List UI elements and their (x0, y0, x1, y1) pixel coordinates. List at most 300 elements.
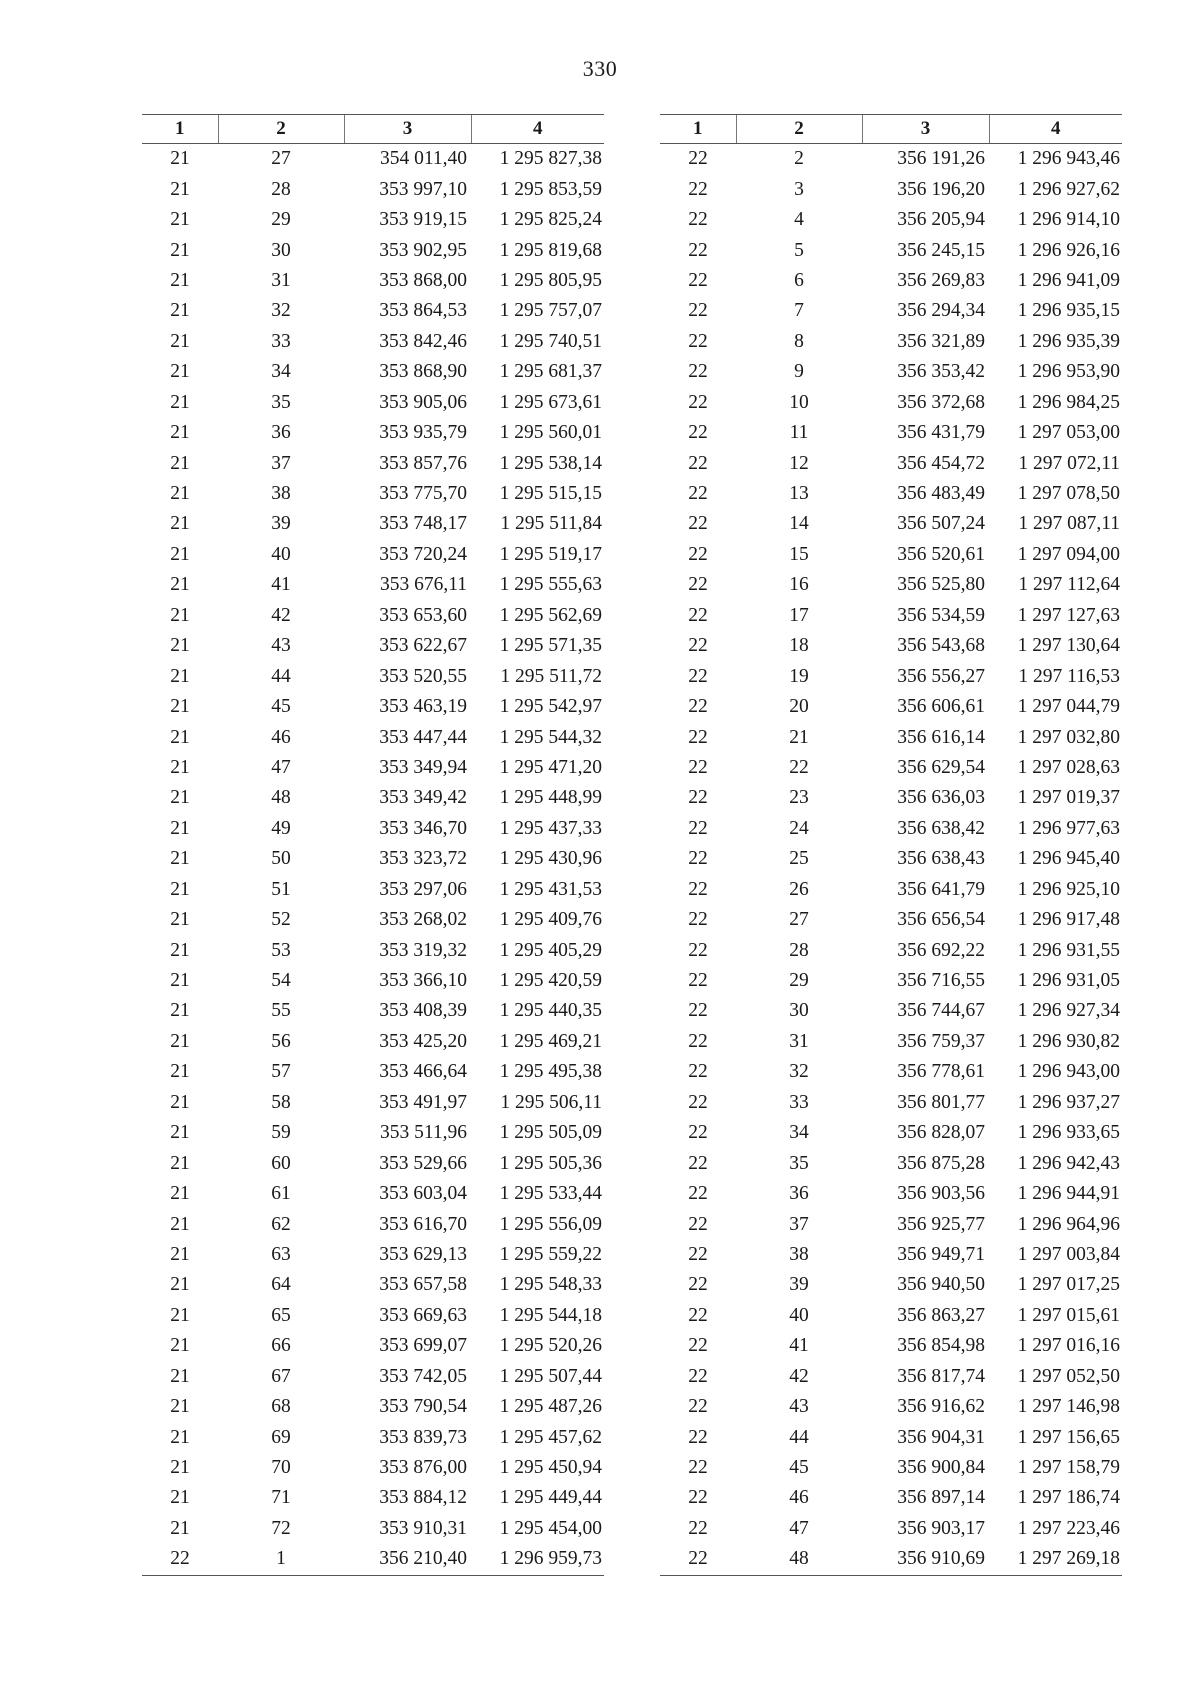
cell-col-4: 1 297 017,25 (1017, 1274, 1120, 1296)
cell-col-1: 22 (688, 513, 708, 535)
cell-col-1: 22 (142, 1544, 218, 1575)
cell-col-2: 35 (789, 1152, 809, 1174)
cell-col-4: 1 297 094,00 (1017, 543, 1120, 565)
cell-col-1: 21 (170, 422, 190, 444)
table-row (142, 205, 604, 235)
cell-col-2: 8 (794, 330, 804, 352)
table-row (142, 327, 604, 357)
cell-col-4: 1 295 562,69 (499, 604, 602, 626)
table-row (660, 722, 1122, 752)
cell-col-4: 1 296 953,90 (1017, 361, 1120, 383)
cell-col-4: 1 295 827,38 (499, 148, 602, 170)
cell-col-1: 22 (688, 1152, 708, 1174)
cell-col-1: 22 (688, 330, 708, 352)
table-row (142, 1148, 604, 1178)
cell-col-1: 22 (688, 1396, 708, 1418)
cell-col-1: 21 (170, 970, 190, 992)
cell-col-1: 21 (170, 483, 190, 505)
cell-col-4: 1 296 944,91 (1017, 1183, 1120, 1205)
cell-col-4: 1 296 941,09 (1017, 269, 1120, 291)
table-row (660, 753, 1122, 783)
cell-col-1: 21 (170, 665, 190, 687)
cell-col-4: 1 297 078,50 (1017, 483, 1120, 505)
table-row (142, 418, 604, 448)
table-header-row (660, 115, 1122, 144)
cell-col-3: 353 790,54 (379, 1396, 467, 1418)
table-row (142, 1392, 604, 1422)
cell-col-1: 21 (170, 513, 190, 535)
cell-col-1: 22 (688, 1457, 708, 1479)
cell-col-1: 21 (170, 604, 190, 626)
cell-col-3: 353 910,31 (379, 1517, 467, 1539)
table-row (142, 1422, 604, 1452)
table-row (660, 996, 1122, 1026)
cell-col-2: 44 (271, 665, 291, 687)
cell-col-4: 1 295 825,24 (499, 209, 602, 231)
cell-col-1: 22 (688, 1122, 708, 1144)
cell-col-1: 22 (688, 1426, 708, 1448)
cell-col-1: 22 (688, 1487, 708, 1509)
cell-col-4: 1 297 146,98 (1017, 1396, 1120, 1418)
table-row (142, 1301, 604, 1331)
cell-col-1: 21 (170, 909, 190, 931)
cell-col-1: 21 (170, 1304, 190, 1326)
cell-col-4: 1 296 931,05 (1017, 970, 1120, 992)
cell-col-2: 35 (271, 391, 291, 413)
cell-col-4: 1 297 156,65 (1017, 1426, 1120, 1448)
cell-col-3: 353 864,53 (379, 300, 467, 322)
cell-col-4: 1 295 469,21 (499, 1030, 602, 1052)
table-row (142, 1270, 604, 1300)
cell-col-2: 69 (271, 1426, 291, 1448)
cell-col-3: 356 692,22 (897, 939, 985, 961)
table-row (660, 1209, 1122, 1239)
cell-col-3: 356 245,15 (897, 239, 985, 261)
table-row (660, 1027, 1122, 1057)
cell-col-4: 1 297 053,00 (1017, 422, 1120, 444)
cell-col-4: 1 295 448,99 (499, 787, 602, 809)
table-row (142, 1088, 604, 1118)
table-row (660, 570, 1122, 600)
cell-col-2: 39 (789, 1274, 809, 1296)
cell-col-3: 353 653,60 (379, 604, 467, 626)
table-row (660, 1179, 1122, 1209)
cell-col-1: 22 (688, 909, 708, 931)
cell-col-4: 1 295 515,15 (499, 483, 602, 505)
cell-col-2: 50 (271, 848, 291, 870)
cell-col-3: 353 657,58 (379, 1274, 467, 1296)
cell-col-3: 356 875,28 (897, 1152, 985, 1174)
cell-col-4: 1 296 925,10 (1017, 878, 1120, 900)
cell-col-1: 22 (688, 848, 708, 870)
column-header-2: 2 (736, 115, 862, 144)
column-header-3: 3 (344, 115, 471, 144)
cell-col-3: 353 720,24 (379, 543, 467, 565)
table-row (142, 631, 604, 661)
cell-col-4: 1 297 015,61 (1017, 1304, 1120, 1326)
cell-col-2: 42 (271, 604, 291, 626)
table-row (142, 1453, 604, 1483)
cell-col-1: 22 (688, 1061, 708, 1083)
cell-col-3: 353 742,05 (379, 1365, 467, 1387)
table-row (660, 1057, 1122, 1087)
cell-col-2: 63 (271, 1243, 291, 1265)
table-row (660, 327, 1122, 357)
table-row (660, 448, 1122, 478)
cell-col-1: 21 (170, 939, 190, 961)
table-row (660, 357, 1122, 387)
cell-col-4: 1 297 032,80 (1017, 726, 1120, 748)
table-row (660, 692, 1122, 722)
cell-col-2: 52 (271, 909, 291, 931)
table-row (142, 722, 604, 752)
cell-col-1: 21 (170, 1152, 190, 1174)
cell-col-3: 356 900,84 (897, 1457, 985, 1479)
cell-col-4: 1 295 560,01 (499, 422, 602, 444)
table-row (660, 1544, 1122, 1575)
cell-col-1: 22 (688, 635, 708, 657)
cell-col-3: 353 699,07 (379, 1335, 467, 1357)
cell-col-3: 356 638,42 (897, 817, 985, 839)
cell-col-3: 356 269,83 (897, 269, 985, 291)
cell-col-1: 21 (170, 848, 190, 870)
cell-col-1: 22 (688, 1213, 708, 1235)
cell-col-1: 22 (688, 574, 708, 596)
cell-col-2: 5 (794, 239, 804, 261)
cell-col-3: 353 268,02 (379, 909, 467, 931)
cell-col-4: 1 297 044,79 (1017, 696, 1120, 718)
table-row (142, 966, 604, 996)
cell-col-1: 21 (170, 1030, 190, 1052)
table-row (142, 174, 604, 204)
cell-col-4: 1 295 805,95 (499, 269, 602, 291)
cell-col-2: 57 (271, 1061, 291, 1083)
cell-col-1: 21 (170, 1000, 190, 1022)
cell-col-1: 21 (170, 787, 190, 809)
table-row (142, 1544, 604, 1575)
table-row (142, 448, 604, 478)
cell-col-2: 37 (271, 452, 291, 474)
cell-col-3: 356 940,50 (897, 1274, 985, 1296)
cell-col-1: 22 (688, 422, 708, 444)
cell-col-3: 356 321,89 (897, 330, 985, 352)
cell-col-1: 21 (170, 1396, 190, 1418)
cell-col-2: 62 (271, 1213, 291, 1235)
cell-col-2: 27 (271, 148, 291, 170)
cell-col-4: 1 297 269,18 (989, 1544, 1122, 1575)
cell-col-3: 353 935,79 (379, 422, 467, 444)
cell-col-3: 356 910,69 (862, 1544, 989, 1575)
cell-col-3: 353 748,17 (379, 513, 467, 535)
cell-col-1: 21 (170, 726, 190, 748)
cell-col-3: 353 408,39 (379, 1000, 467, 1022)
table-row (660, 1088, 1122, 1118)
cell-col-1: 22 (688, 452, 708, 474)
cell-col-4: 1 295 430,96 (499, 848, 602, 870)
cell-col-3: 353 616,70 (379, 1213, 467, 1235)
cell-col-1: 21 (170, 1091, 190, 1113)
table-row (142, 1027, 604, 1057)
table-row (660, 1422, 1122, 1452)
table-row (660, 144, 1122, 175)
table-row (660, 235, 1122, 265)
cell-col-4: 1 295 505,36 (499, 1152, 602, 1174)
table-row (142, 783, 604, 813)
cell-col-2: 30 (789, 1000, 809, 1022)
coordinates-table-left (142, 114, 604, 1576)
cell-col-2: 65 (271, 1304, 291, 1326)
table-row (660, 418, 1122, 448)
cell-col-3: 356 925,77 (897, 1213, 985, 1235)
cell-col-3: 353 775,70 (379, 483, 467, 505)
cell-col-1: 21 (170, 148, 190, 170)
table-row (142, 357, 604, 387)
cell-col-2: 67 (271, 1365, 291, 1387)
cell-col-1: 22 (688, 665, 708, 687)
cell-col-2: 15 (789, 543, 809, 565)
cell-col-3: 356 353,42 (897, 361, 985, 383)
table-row (142, 1483, 604, 1513)
cell-col-3: 356 828,07 (897, 1122, 985, 1144)
cell-col-2: 41 (789, 1335, 809, 1357)
cell-col-3: 356 916,62 (897, 1396, 985, 1418)
cell-col-3: 356 638,43 (897, 848, 985, 870)
column-header-1: 1 (142, 115, 218, 144)
cell-col-1: 22 (688, 1304, 708, 1326)
cell-col-4: 1 296 926,16 (1017, 239, 1120, 261)
page-number: 330 (582, 56, 618, 81)
table-row (142, 753, 604, 783)
cell-col-3: 353 520,55 (379, 665, 467, 687)
cell-col-2: 20 (789, 696, 809, 718)
cell-col-1: 22 (688, 1000, 708, 1022)
cell-col-3: 353 884,12 (379, 1487, 467, 1509)
cell-col-3: 354 011,40 (379, 148, 467, 170)
table-row (660, 935, 1122, 965)
cell-col-2: 38 (789, 1243, 809, 1265)
cell-col-4: 1 295 556,09 (499, 1213, 602, 1235)
cell-col-4: 1 295 544,32 (499, 726, 602, 748)
cell-col-4: 1 296 942,43 (1017, 1152, 1120, 1174)
cell-col-4: 1 296 984,25 (1017, 391, 1120, 413)
cell-col-1: 21 (170, 1243, 190, 1265)
cell-col-2: 17 (789, 604, 809, 626)
cell-col-3: 353 366,10 (379, 970, 467, 992)
cell-col-2: 25 (789, 848, 809, 870)
cell-col-4: 1 295 457,62 (499, 1426, 602, 1448)
cell-col-2: 16 (789, 574, 809, 596)
cell-col-2: 42 (789, 1365, 809, 1387)
cell-col-2: 56 (271, 1030, 291, 1052)
cell-col-1: 21 (170, 300, 190, 322)
table-row (660, 205, 1122, 235)
cell-col-1: 21 (170, 330, 190, 352)
cell-col-4: 1 295 520,26 (499, 1335, 602, 1357)
cell-col-4: 1 297 016,16 (1017, 1335, 1120, 1357)
cell-col-3: 353 447,44 (379, 726, 467, 748)
cell-col-2: 55 (271, 1000, 291, 1022)
cell-col-4: 1 295 757,07 (499, 300, 602, 322)
cell-col-3: 356 854,98 (897, 1335, 985, 1357)
cell-col-1: 21 (170, 1061, 190, 1083)
table-row (142, 1057, 604, 1087)
cell-col-4: 1 296 977,63 (1017, 817, 1120, 839)
cell-col-2: 28 (789, 939, 809, 961)
cell-col-4: 1 295 511,84 (500, 513, 602, 535)
cell-col-4: 1 295 506,11 (500, 1091, 602, 1113)
table-row (660, 1392, 1122, 1422)
table-row (142, 1209, 604, 1239)
table-row (142, 235, 604, 265)
cell-col-4: 1 296 914,10 (1017, 209, 1120, 231)
cell-col-1: 22 (688, 1183, 708, 1205)
cell-col-4: 1 297 158,79 (1017, 1457, 1120, 1479)
cell-col-1: 21 (170, 391, 190, 413)
cell-col-3: 353 857,76 (379, 452, 467, 474)
cell-col-4: 1 295 673,61 (499, 391, 602, 413)
cell-col-3: 353 676,11 (379, 574, 467, 596)
cell-col-2: 18 (789, 635, 809, 657)
cell-col-1: 22 (688, 787, 708, 809)
cell-col-3: 353 323,72 (379, 848, 467, 870)
cell-col-3: 353 349,94 (379, 756, 467, 778)
cell-col-3: 353 466,64 (379, 1061, 467, 1083)
cell-col-2: 54 (271, 970, 291, 992)
cell-col-2: 21 (789, 726, 809, 748)
cell-col-1: 21 (170, 635, 190, 657)
cell-col-1: 22 (688, 970, 708, 992)
cell-col-4: 1 297 186,74 (1017, 1487, 1120, 1509)
cell-col-2: 46 (271, 726, 291, 748)
cell-col-4: 1 295 495,38 (499, 1061, 602, 1083)
cell-col-1: 22 (688, 1335, 708, 1357)
cell-col-3: 356 534,59 (897, 604, 985, 626)
cell-col-4: 1 297 072,11 (1018, 452, 1120, 474)
cell-col-2: 72 (271, 1517, 291, 1539)
cell-col-4: 1 295 437,33 (499, 817, 602, 839)
cell-col-1: 22 (688, 756, 708, 778)
cell-col-1: 21 (170, 1183, 190, 1205)
cell-col-2: 68 (271, 1396, 291, 1418)
cell-col-4: 1 295 471,20 (499, 756, 602, 778)
table-row (142, 601, 604, 631)
table-row (142, 814, 604, 844)
cell-col-4: 1 295 544,18 (499, 1304, 602, 1326)
cell-col-1: 22 (688, 726, 708, 748)
table-row (142, 388, 604, 418)
table-row (660, 1331, 1122, 1361)
table-row (142, 570, 604, 600)
cell-col-2: 22 (789, 756, 809, 778)
cell-col-2: 66 (271, 1335, 291, 1357)
cell-col-3: 356 556,27 (897, 665, 985, 687)
table-row (660, 1301, 1122, 1331)
cell-col-4: 1 296 937,27 (1017, 1091, 1120, 1113)
cell-col-2: 31 (271, 269, 291, 291)
cell-col-3: 356 817,74 (897, 1365, 985, 1387)
cell-col-4: 1 295 420,59 (499, 970, 602, 992)
column-header-4: 4 (989, 115, 1122, 144)
cell-col-4: 1 295 511,72 (500, 665, 602, 687)
column-header-3: 3 (862, 115, 989, 144)
cell-col-3: 356 525,80 (897, 574, 985, 596)
cell-col-3: 356 616,14 (897, 726, 985, 748)
cell-col-1: 21 (170, 269, 190, 291)
cell-col-3: 356 196,20 (897, 178, 985, 200)
column-header-4: 4 (471, 115, 604, 144)
cell-col-1: 21 (170, 209, 190, 231)
cell-col-3: 353 842,46 (379, 330, 467, 352)
cell-col-1: 22 (688, 604, 708, 626)
cell-col-3: 356 716,55 (897, 970, 985, 992)
cell-col-3: 353 839,73 (379, 1426, 467, 1448)
table-row (142, 296, 604, 326)
cell-col-2: 3 (794, 178, 804, 200)
cell-col-3: 356 454,72 (897, 452, 985, 474)
cell-col-2: 19 (789, 665, 809, 687)
cell-col-1: 21 (170, 1122, 190, 1144)
cell-col-1: 21 (170, 817, 190, 839)
table-row (142, 905, 604, 935)
cell-col-1: 22 (688, 878, 708, 900)
cell-col-4: 1 296 933,65 (1017, 1122, 1120, 1144)
cell-col-2: 48 (736, 1544, 862, 1575)
coordinates-table-right (660, 114, 1122, 1576)
cell-col-4: 1 295 454,00 (499, 1517, 602, 1539)
cell-col-3: 356 191,26 (897, 148, 985, 170)
table-row (142, 479, 604, 509)
cell-col-2: 23 (789, 787, 809, 809)
cell-col-2: 10 (789, 391, 809, 413)
cell-col-1: 22 (688, 361, 708, 383)
cell-col-4: 1 296 935,15 (1017, 300, 1120, 322)
table-row (660, 966, 1122, 996)
cell-col-2: 27 (789, 909, 809, 931)
table-row (142, 1179, 604, 1209)
table-row (142, 1362, 604, 1392)
cell-col-2: 31 (789, 1030, 809, 1052)
cell-col-4: 1 295 853,59 (499, 178, 602, 200)
column-header-2: 2 (218, 115, 344, 144)
cell-col-1: 21 (170, 239, 190, 261)
cell-col-3: 353 919,15 (379, 209, 467, 231)
cell-col-2: 7 (794, 300, 804, 322)
table-row (660, 1148, 1122, 1178)
table-row (660, 783, 1122, 813)
cell-col-2: 6 (794, 269, 804, 291)
cell-col-4: 1 295 487,26 (499, 1396, 602, 1418)
cell-col-4: 1 295 519,17 (499, 543, 602, 565)
cell-col-2: 9 (794, 361, 804, 383)
cell-col-2: 71 (271, 1487, 291, 1509)
cell-col-2: 34 (271, 361, 291, 383)
cell-col-2: 32 (789, 1061, 809, 1083)
cell-col-3: 353 346,70 (379, 817, 467, 839)
cell-col-3: 356 507,24 (897, 513, 985, 535)
cell-col-4: 1 295 740,51 (499, 330, 602, 352)
table-row (660, 875, 1122, 905)
cell-col-1: 21 (170, 178, 190, 200)
cell-col-2: 14 (789, 513, 809, 535)
cell-col-4: 1 297 127,63 (1017, 604, 1120, 626)
cell-col-4: 1 297 052,50 (1017, 1365, 1120, 1387)
cell-col-2: 32 (271, 300, 291, 322)
cell-col-2: 45 (789, 1457, 809, 1479)
cell-col-2: 2 (794, 148, 804, 170)
cell-col-4: 1 295 819,68 (499, 239, 602, 261)
cell-col-2: 64 (271, 1274, 291, 1296)
cell-col-1: 22 (688, 239, 708, 261)
